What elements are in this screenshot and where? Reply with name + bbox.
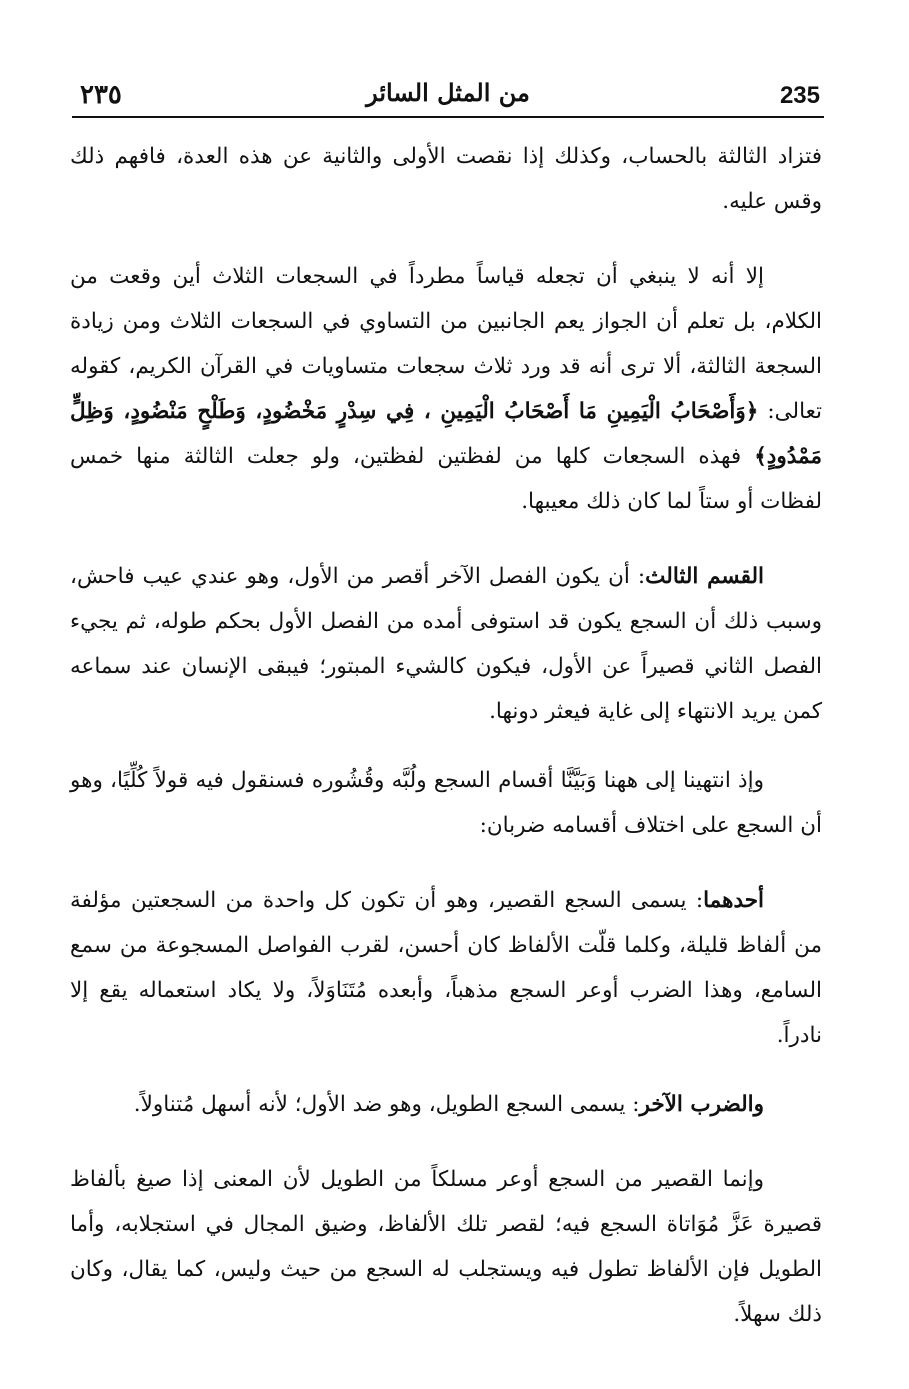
paragraph-1 bbox=[70, 134, 822, 224]
running-title: من المثل السائر bbox=[366, 78, 530, 107]
paragraph-3-lead: القسم الثالث bbox=[645, 564, 765, 589]
page-number-latin: 235 bbox=[779, 82, 820, 109]
body-text bbox=[70, 134, 822, 1367]
paragraph-7-text: وإنما القصير من السجع أوعر مسلكاً من الطويل لأن المعنى إذا صيغ بألفاظ قصيرة عَزَّ مُوَاتاة السجع فيه؛ لقصر تلك الألفاظ، وضيق المجال في استجلابه، وأما الطويل فإن الألفاظ تطول فيه ويستجلب له السجع من حيث وليس، كما يقال، وكان ذلك سهلاً. bbox=[70, 1167, 822, 1327]
paragraph-3 bbox=[70, 554, 822, 734]
page-header bbox=[72, 72, 824, 118]
paragraph-2-text-a: إلا أنه لا ينبغي أن تجعله قياساً مطرداً في السجعات الثلاث أين وقعت من الكلام، بل تعلم أن الجواز يعم الجانبين من التساوي في السجعات الثلاث ومن زيادة السجعة الثالثة، ألا ترى أنه قد ورد ثلاث سجعات متساويات في القرآن الكريم، كقوله تعالى: bbox=[70, 264, 822, 424]
paragraph-4-text: وإذ انتهينا إلى ههنا وَبَيَّنَّا أقسام السجع ولُبَّه وقُشُوره فسنقول فيه قولاً كُلِّيًا، وهو أن السجع على اختلاف أقسامه ضربان: bbox=[70, 768, 822, 838]
page-number-arabic: ٢٣٥ bbox=[80, 80, 122, 110]
paragraph-6 bbox=[70, 1082, 822, 1127]
paragraph-5-lead: أحدهما bbox=[703, 888, 764, 913]
paragraph-5 bbox=[70, 878, 822, 1058]
paragraph-2-text-b: فهذه السجعات كلها من لفظتين لفظتين، ولو جعلت الثالثة منها خمس لفظات أو ستاً لما كان ذلك معيبها. bbox=[70, 444, 822, 514]
paragraph-2 bbox=[70, 254, 822, 524]
quran-verse: ﴿وَأَصْحَابُ الْيَمِينِ مَا أَصْحَابُ الْيَمِينِ ، فِي سِدْرٍ مَخْضُودٍ، وَطَلْحٍ مَنْضُودٍ، وَظِلٍّ مَمْدُودٍ﴾ bbox=[70, 399, 822, 469]
paragraph-3-text: : أن يكون الفصل الآخر أقصر من الأول، وهو عندي عيب فاحش، وسبب ذلك أن السجع يكون قد استوفى أمده من الفصل الأول بحكم طوله، ثم يجيء الفصل الثاني قصيراً عن الأول، فيكون كالشيء المبتور؛ فيبقى الإنسان عند سماعه كمن يريد الانتهاء إلى غاية فيعثر دونها. bbox=[70, 564, 822, 724]
paragraph-5-text: : يسمى السجع القصير، وهو أن تكون كل واحدة من السجعتين مؤلفة من ألفاظ قليلة، وكلما قلّت الألفاظ كان أحسن، لقرب الفواصل المسجوعة من سمع السامع، وهذا الضرب أوعر السجع مذهباً، وأبعده مُتَنَاوَلاً، ولا يكاد استعماله يقع إلا نادراً. bbox=[70, 888, 822, 1048]
paragraph-7 bbox=[70, 1157, 822, 1337]
paragraph-6-text: : يسمى السجع الطويل، وهو ضد الأول؛ لأنه أسهل مُتناولاً. bbox=[133, 1092, 640, 1117]
paragraph-1-text: فتزاد الثالثة بالحساب، وكذلك إذا نقصت الأولى والثانية عن هذه العدة، فافهم ذلك وقس عليه. bbox=[70, 144, 822, 214]
paragraph-4 bbox=[70, 758, 822, 848]
paragraph-6-lead: والضرب الآخر bbox=[639, 1092, 764, 1117]
